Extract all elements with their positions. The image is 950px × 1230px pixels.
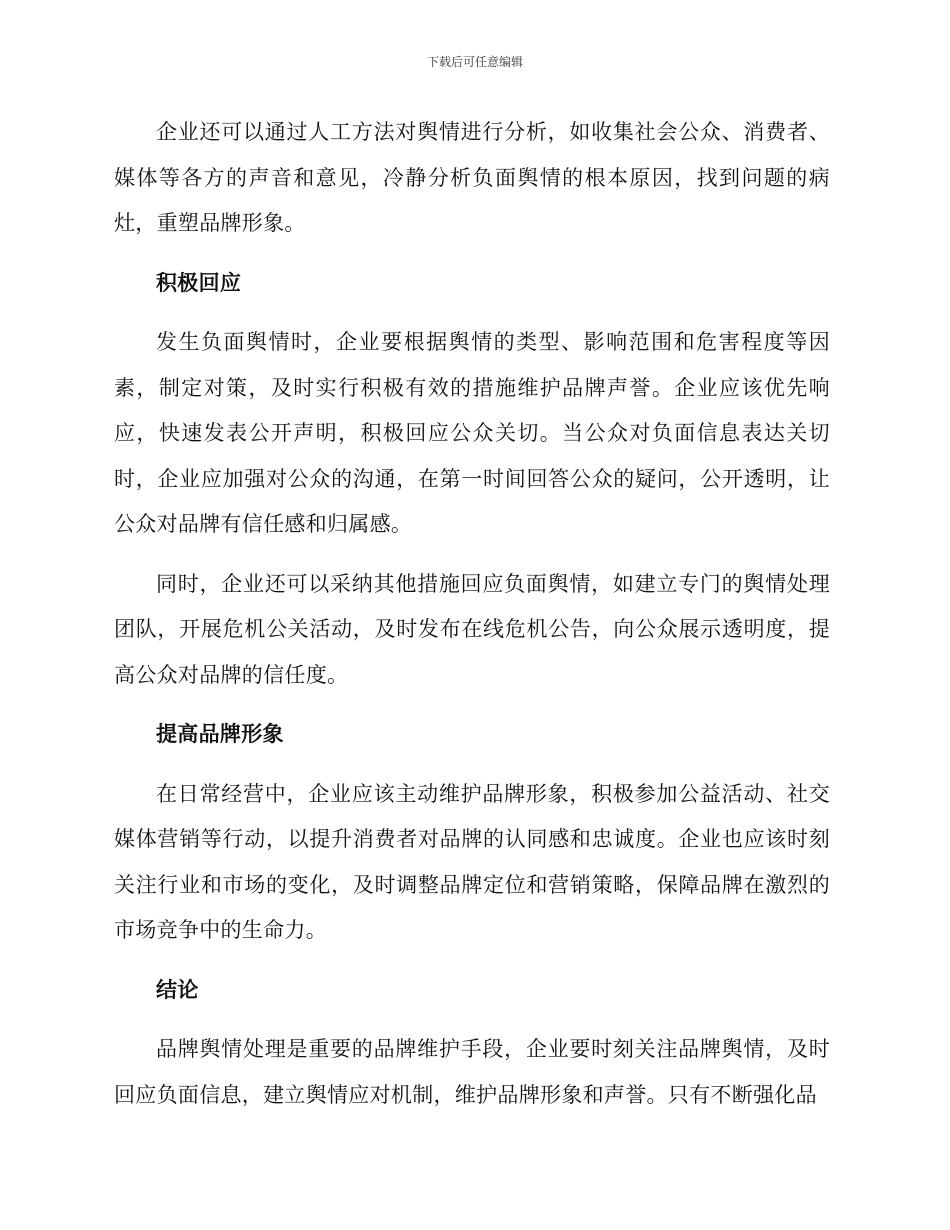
paragraph-other-measures: 同时，企业还可以采纳其他措施回应负面舆情，如建立专门的舆情处理团队，开展危机公关活动，及时发布在线危机公告，向公众展示透明度，提高公众对品牌的信任度。	[114, 571, 830, 687]
paragraph-negative-response: 发生负面舆情时，企业要根据舆情的类型、影响范围和危害程度等因素，制定对策，及时实行积极有效的措施维护品牌声誉。企业应该优先响应，快速发表公开声明，积极回应公众关切。当公众对负面信息表达关切时，企业应加强对公众的沟通，在第一时间回答公众的疑问，公开透明，让公众对品牌有信任感和归属感。	[114, 330, 830, 536]
paragraph-daily-operations: 在日常经营中，企业应该主动维护品牌形象，积极参加公益活动、社交媒体营销等行动，以提升消费者对品牌的认同感和忠诚度。企业也应该时刻关注行业和市场的变化，及时调整品牌定位和营销策略，保障品牌在激烈的市场竞争中的生命力。	[114, 781, 830, 942]
document-body	[114, 110, 830, 1132]
paragraph-conclusion: 品牌舆情处理是重要的品牌维护手段，企业要时刻关注品牌舆情，及时回应负面信息，建立舆情应对机制，维护品牌形象和声誉。只有不断强化品	[114, 1037, 830, 1107]
heading-improve-brand-image: 提高品牌形象	[156, 722, 284, 746]
heading-active-response: 积极回应	[156, 270, 242, 295]
page-header: 下载后可任意编辑	[426, 55, 523, 69]
heading-conclusion: 结论	[156, 977, 199, 1002]
paragraph-manual-analysis: 企业还可以通过人工方法对舆情进行分析，如收集社会公众、消费者、媒体等各方的声音和意见，冷静分析负面舆情的根本原因，找到问题的病灶，重塑品牌形象。	[114, 120, 830, 235]
